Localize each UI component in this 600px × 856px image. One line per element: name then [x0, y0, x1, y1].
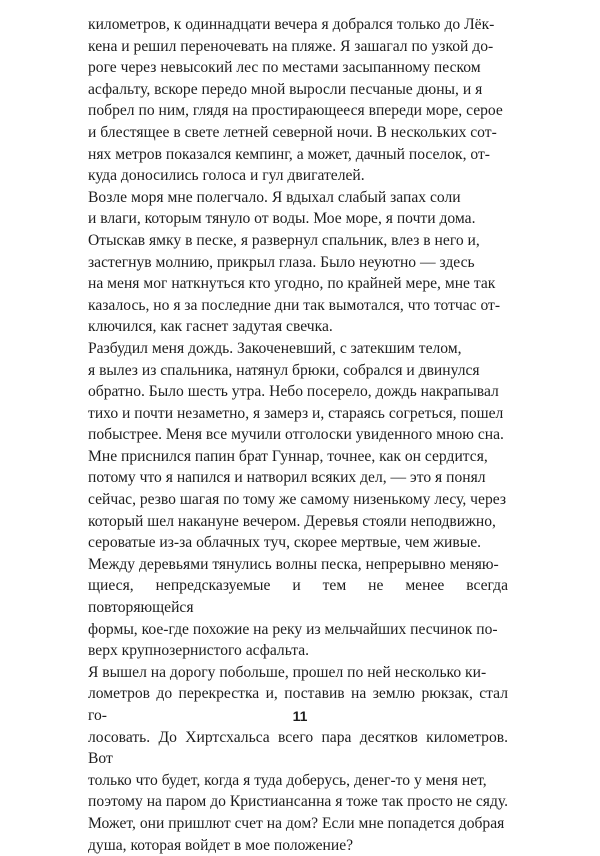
- book-page-body: [88, 14, 508, 856]
- paragraph-2: Возле моря мне полегчало. Я вдыхал слабый запах соли и влаги, которым тянуло от воды. Мое море, я почти дома.: [88, 188, 476, 228]
- paragraph-1: километров, к одиннадцати вечера я добрался только до Лёк- кена и решил переночевать на пляже. Я зашагал по узкой до- роге через невысокий лес по местами засыпанному песком асфальту, вскоре передо мной выросли песчаные дюны, и я побрел по ним, глядя на простирающееся впереди море, серое и блестящее в свете летней северной ночи. В нескольких сот- нях метров показался кемпинг, а может, дачный поселок, от- куда доносились голоса и гул двигателей.: [88, 16, 503, 185]
- paragraph-3: Отыскав ямку в песке, я развернул спальник, влез в него и, застегнув молнию, прикрыл глаза. Было неуютно — здесь на меня мог наткнуться кто угодно, по крайней мере, мне так казалось, но я за последние дни так вымотался, что тотчас от- ключился, как гаснет задутая свечка.: [88, 231, 501, 336]
- paragraph-5: Я вышел на дорогу побольше, прошел по ней несколько ки- лометров до перекрестка и, поставив на землю рюкзак, стал го- лосовать. До Хиртсхальса всего пара десятков километров. Вот только что будет, когда я туда доберусь, денег-то у меня нет, поэтому на паром до Кристиансанна я тоже так просто не сяду. Может, они пришлют счет на дом? Если мне попадется добрая душа, которая войдет в мое положение?: [88, 663, 509, 854]
- paragraph-4: Разбудил меня дождь. Закоченевший, с затекшим телом, я вылез из спальника, натянул брюки, собрался и двинулся обратно. Было шесть утра. Небо посерело, дождь накрапывал тихо и почти незаметно, я замерз и, стараясь согреться, пошел побыстрее. Меня все мучили отголоски увиденного мною сна. Мне приснился папин брат Гуннар, точнее, как он сердится, потому что я напился и натворил всяких дел, — это я понял сейчас, резво шагая по тому же самому низенькому лесу, через который шел накануне вечером. Деревья стояли неподвижно, сероватые из-за облачных туч, скорее мертвые, чем живые. Между деревьями тянулись волны песка, непрерывно меняю- щиеся, непредсказуемые и тем не менее всегда повторяющейся формы, кое-где похожие на реку из мельчайших песчинок по- верх крупнозернистого асфальта.: [88, 339, 508, 660]
- page-number: 11: [292, 708, 308, 724]
